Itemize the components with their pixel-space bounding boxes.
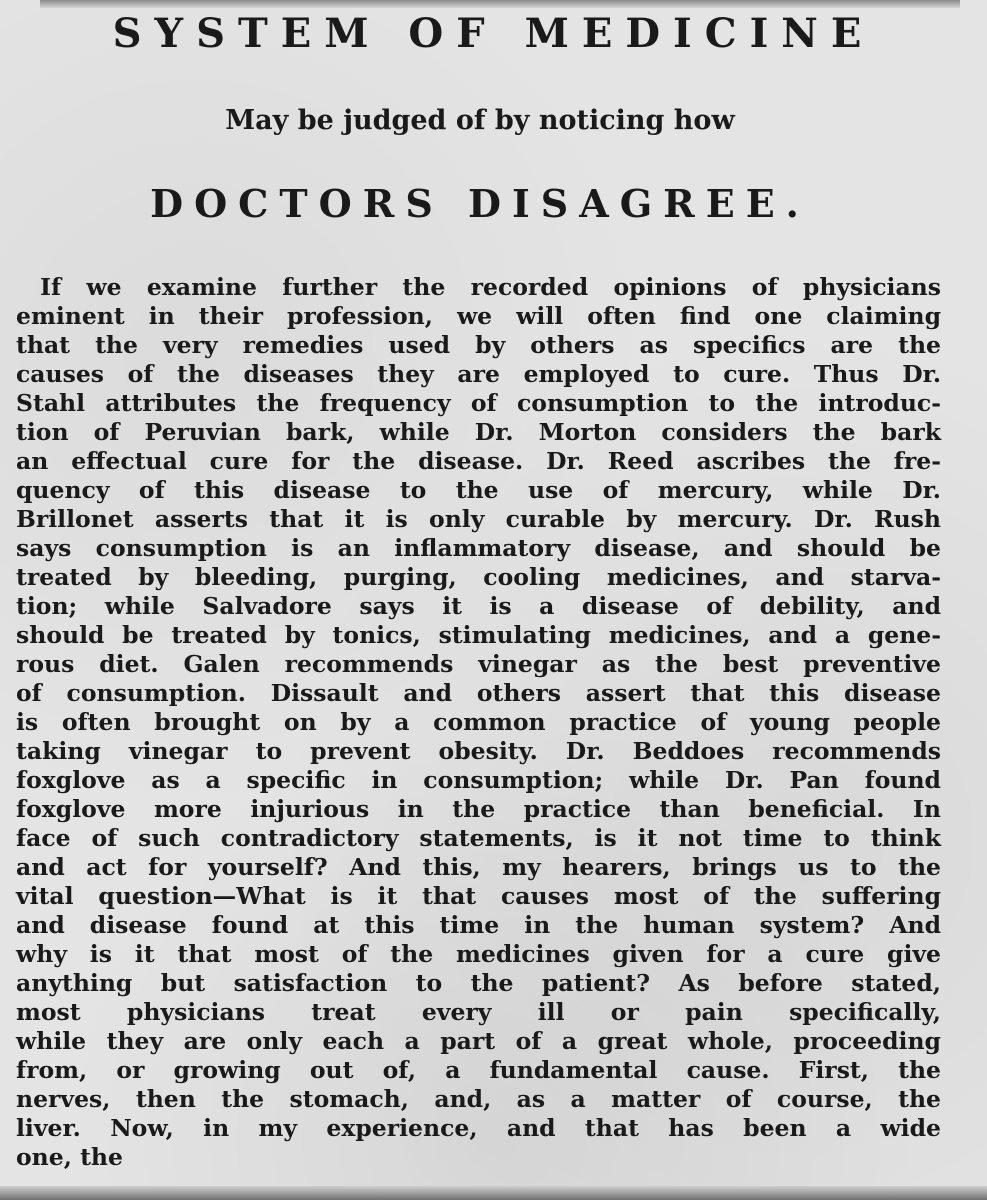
subheading: May be judged of by noticing how bbox=[225, 105, 735, 136]
text-line: taking vinegar to prevent obesity. Dr. Beddoes recommends bbox=[16, 737, 941, 765]
text-line: and act for yourself? And this, my hearers, brings us to the bbox=[16, 853, 941, 881]
text-line: foxglove as a specific in consumption; while Dr. Pan found bbox=[16, 766, 941, 794]
paper-bottom-edge bbox=[0, 1186, 987, 1200]
secondary-headline: DOCTORS DISAGREE. bbox=[150, 181, 810, 226]
text-line: that the very remedies used by others as specifics are the bbox=[16, 331, 941, 359]
text-line: If we examine further the recorded opinions of physicians bbox=[40, 273, 941, 301]
text-line: vital question—What is it that causes most of the suffering bbox=[16, 882, 941, 910]
text-line: why is it that most of the medicines given for a cure give bbox=[16, 940, 941, 968]
text-line: foxglove more injurious in the practice than beneficial. In bbox=[16, 795, 941, 823]
text-line: liver. Now, in my experience, and that has been a wide bbox=[16, 1114, 941, 1142]
text-line: an effectual cure for the disease. Dr. Reed ascribes the fre- bbox=[16, 447, 941, 475]
text-line: tion of Peruvian bark, while Dr. Morton considers the bark bbox=[16, 418, 941, 446]
text-line: causes of the diseases they are employed to cure. Thus Dr. bbox=[16, 360, 941, 388]
text-line: and disease found at this time in the human system? And bbox=[16, 911, 941, 939]
headline: SYSTEM OF MEDICINE bbox=[112, 10, 875, 57]
text-line: most physicians treat every ill or pain specifically, bbox=[16, 998, 941, 1026]
text-line: rous diet. Galen recommends vinegar as the best preventive bbox=[16, 650, 941, 678]
text-line: treated by bleeding, purging, cooling medicines, and starva- bbox=[16, 563, 941, 591]
text-line: face of such contradictory statements, is it not time to think bbox=[16, 824, 941, 852]
text-line: tion; while Salvadore says it is a disease of debility, and bbox=[16, 592, 941, 620]
text-line: nerves, then the stomach, and, as a matter of course, the bbox=[16, 1085, 941, 1113]
text-line: from, or growing out of, a fundamental cause. First, the bbox=[16, 1056, 941, 1084]
article-body bbox=[16, 273, 941, 1172]
text-line: while they are only each a part of a great whole, proceeding bbox=[16, 1027, 941, 1055]
text-line: Stahl attributes the frequency of consumption to the introduc- bbox=[16, 389, 941, 417]
text-line: eminent in their profession, we will often find one claiming bbox=[16, 302, 941, 330]
text-line: of consumption. Dissault and others assert that this disease bbox=[16, 679, 941, 707]
text-line: quency of this disease to the use of mercury, while Dr. bbox=[16, 476, 941, 504]
text-line: Brillonet asserts that it is only curable by mercury. Dr. Rush bbox=[16, 505, 941, 533]
text-line: should be treated by tonics, stimulating medicines, and a gene- bbox=[16, 621, 941, 649]
text-line: one, the bbox=[16, 1143, 123, 1171]
paper-top-edge bbox=[40, 0, 960, 8]
text-line: anything but satisfaction to the patient? As before stated, bbox=[16, 969, 941, 997]
text-line: says consumption is an inflammatory disease, and should be bbox=[16, 534, 941, 562]
text-line: is often brought on by a common practice of young people bbox=[16, 708, 941, 736]
